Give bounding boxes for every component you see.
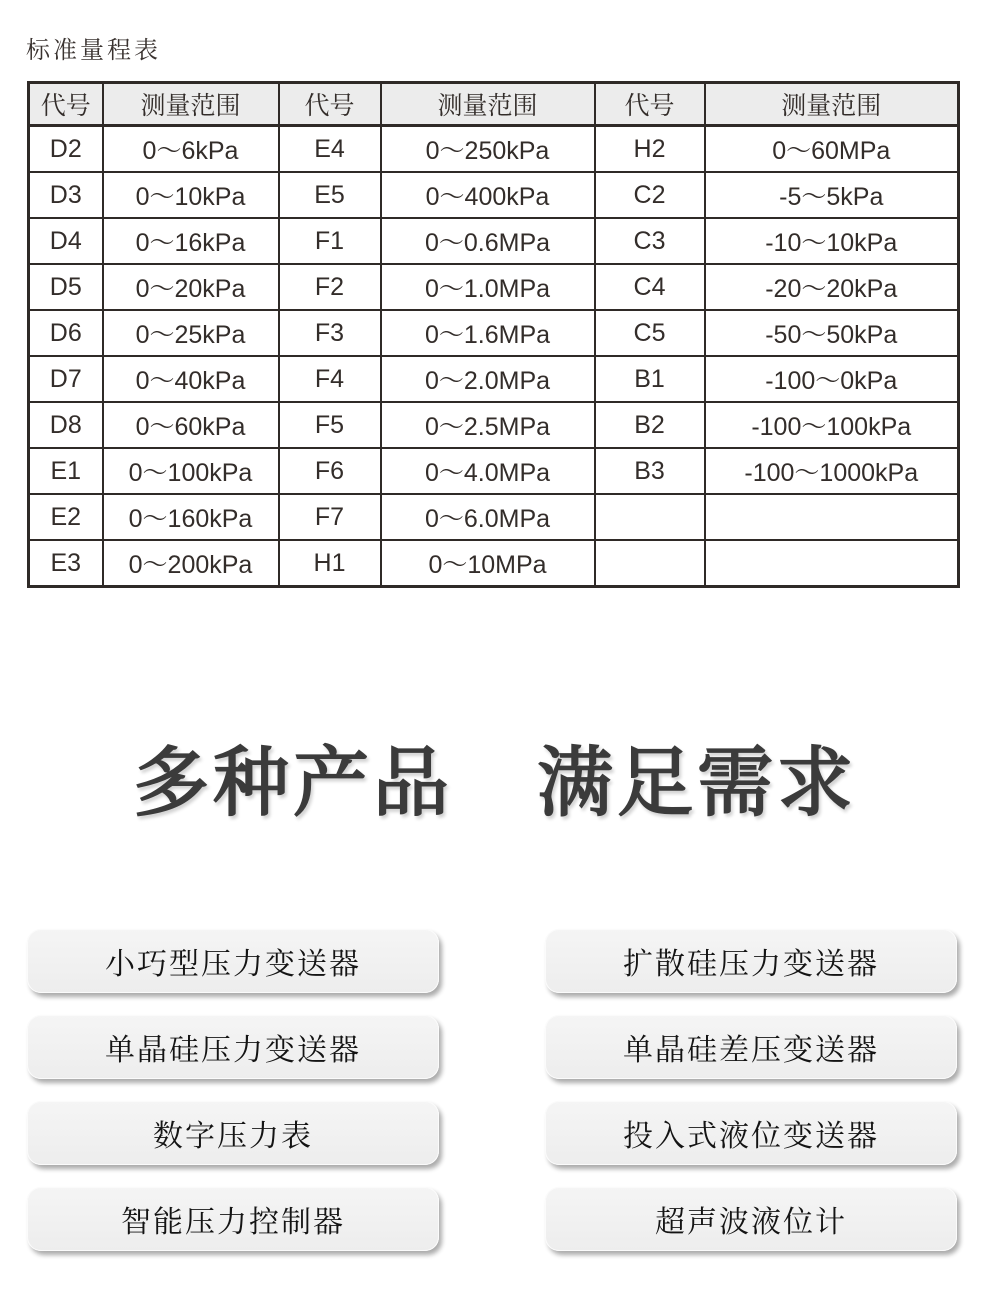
- headline-left: 多种产品: [133, 741, 453, 826]
- range-cell: 0～2.5MPa: [381, 402, 595, 448]
- header-cell-range: 测量范围: [705, 83, 959, 126]
- range-cell: -10～10kPa: [705, 218, 959, 264]
- product-button-submersible-level-transmitter[interactable]: 投入式液位变送器: [545, 1101, 957, 1165]
- table-row: [29, 356, 959, 402]
- code-cell: E2: [29, 494, 103, 540]
- range-cell: -100～0kPa: [705, 356, 959, 402]
- code-cell: D4: [29, 218, 103, 264]
- header-cell-range: 测量范围: [103, 83, 279, 126]
- range-cell: 0～0.6MPa: [381, 218, 595, 264]
- header-cell-code: 代号: [279, 83, 381, 126]
- code-cell: F4: [279, 356, 381, 402]
- code-cell: E3: [29, 540, 103, 587]
- range-cell: 0～16kPa: [103, 218, 279, 264]
- code-cell: E4: [279, 126, 381, 173]
- range-cell: 0～60kPa: [103, 402, 279, 448]
- header-cell-code: 代号: [29, 83, 103, 126]
- table-row: [29, 402, 959, 448]
- range-cell: -5～5kPa: [705, 172, 959, 218]
- range-cell: 0～2.0MPa: [381, 356, 595, 402]
- headline: [0, 742, 990, 826]
- code-cell: [595, 494, 705, 540]
- range-cell: [705, 494, 959, 540]
- range-cell: 0～250kPa: [381, 126, 595, 173]
- code-cell: D6: [29, 310, 103, 356]
- code-cell: C3: [595, 218, 705, 264]
- code-cell: F2: [279, 264, 381, 310]
- range-cell: 0～1.6MPa: [381, 310, 595, 356]
- table-row: [29, 218, 959, 264]
- header-cell-code: 代号: [595, 83, 705, 126]
- code-cell: F1: [279, 218, 381, 264]
- range-cell: 0～6kPa: [103, 126, 279, 173]
- table-row: [29, 494, 959, 540]
- range-cell: 0～20kPa: [103, 264, 279, 310]
- standard-range-table: [27, 81, 960, 588]
- range-cell: 0～60MPa: [705, 126, 959, 173]
- range-cell: 0～1.0MPa: [381, 264, 595, 310]
- headline-right: 满足需求: [537, 741, 857, 826]
- range-cell: -100～100kPa: [705, 402, 959, 448]
- product-button-digital-pressure-gauge[interactable]: 数字压力表: [27, 1101, 439, 1165]
- product-button-smart-pressure-controller[interactable]: 智能压力控制器: [27, 1187, 439, 1251]
- range-cell: 0～4.0MPa: [381, 448, 595, 494]
- code-cell: F5: [279, 402, 381, 448]
- range-cell: -20～20kPa: [705, 264, 959, 310]
- table-row: [29, 172, 959, 218]
- code-cell: E1: [29, 448, 103, 494]
- range-cell: 0～160kPa: [103, 494, 279, 540]
- code-cell: D2: [29, 126, 103, 173]
- range-cell: -100～1000kPa: [705, 448, 959, 494]
- code-cell: H1: [279, 540, 381, 587]
- table-title: 标准量程表: [26, 37, 161, 64]
- code-cell: C5: [595, 310, 705, 356]
- code-cell: F3: [279, 310, 381, 356]
- product-button-monosilicon-differential-pressure-transmitter[interactable]: 单晶硅差压变送器: [545, 1015, 957, 1079]
- code-cell: D7: [29, 356, 103, 402]
- range-cell: 0～10kPa: [103, 172, 279, 218]
- range-cell: 0～200kPa: [103, 540, 279, 587]
- table-row: [29, 264, 959, 310]
- range-cell: 0～10MPa: [381, 540, 595, 587]
- code-cell: D3: [29, 172, 103, 218]
- range-cell: 0～25kPa: [103, 310, 279, 356]
- table-header-row: [29, 83, 959, 126]
- code-cell: [595, 540, 705, 587]
- range-cell: 0～40kPa: [103, 356, 279, 402]
- code-cell: D8: [29, 402, 103, 448]
- range-cell: [705, 540, 959, 587]
- header-cell-range: 测量范围: [381, 83, 595, 126]
- table-row: [29, 540, 959, 587]
- code-cell: B1: [595, 356, 705, 402]
- code-cell: C2: [595, 172, 705, 218]
- code-cell: E5: [279, 172, 381, 218]
- product-button-ultrasonic-level-meter[interactable]: 超声波液位计: [545, 1187, 957, 1251]
- code-cell: D5: [29, 264, 103, 310]
- table-row: [29, 310, 959, 356]
- range-cell: 0～100kPa: [103, 448, 279, 494]
- code-cell: C4: [595, 264, 705, 310]
- product-button-compact-pressure-transmitter[interactable]: 小巧型压力变送器: [27, 929, 439, 993]
- table-row: [29, 448, 959, 494]
- code-cell: B3: [595, 448, 705, 494]
- range-cell: 0～6.0MPa: [381, 494, 595, 540]
- product-buttons-grid: [27, 929, 957, 1251]
- code-cell: B2: [595, 402, 705, 448]
- product-button-monosilicon-pressure-transmitter[interactable]: 单晶硅压力变送器: [27, 1015, 439, 1079]
- code-cell: H2: [595, 126, 705, 173]
- table-row: [29, 126, 959, 173]
- code-cell: F7: [279, 494, 381, 540]
- range-cell: 0～400kPa: [381, 172, 595, 218]
- product-button-diffused-silicon-pressure-transmitter[interactable]: 扩散硅压力变送器: [545, 929, 957, 993]
- range-cell: -50～50kPa: [705, 310, 959, 356]
- code-cell: F6: [279, 448, 381, 494]
